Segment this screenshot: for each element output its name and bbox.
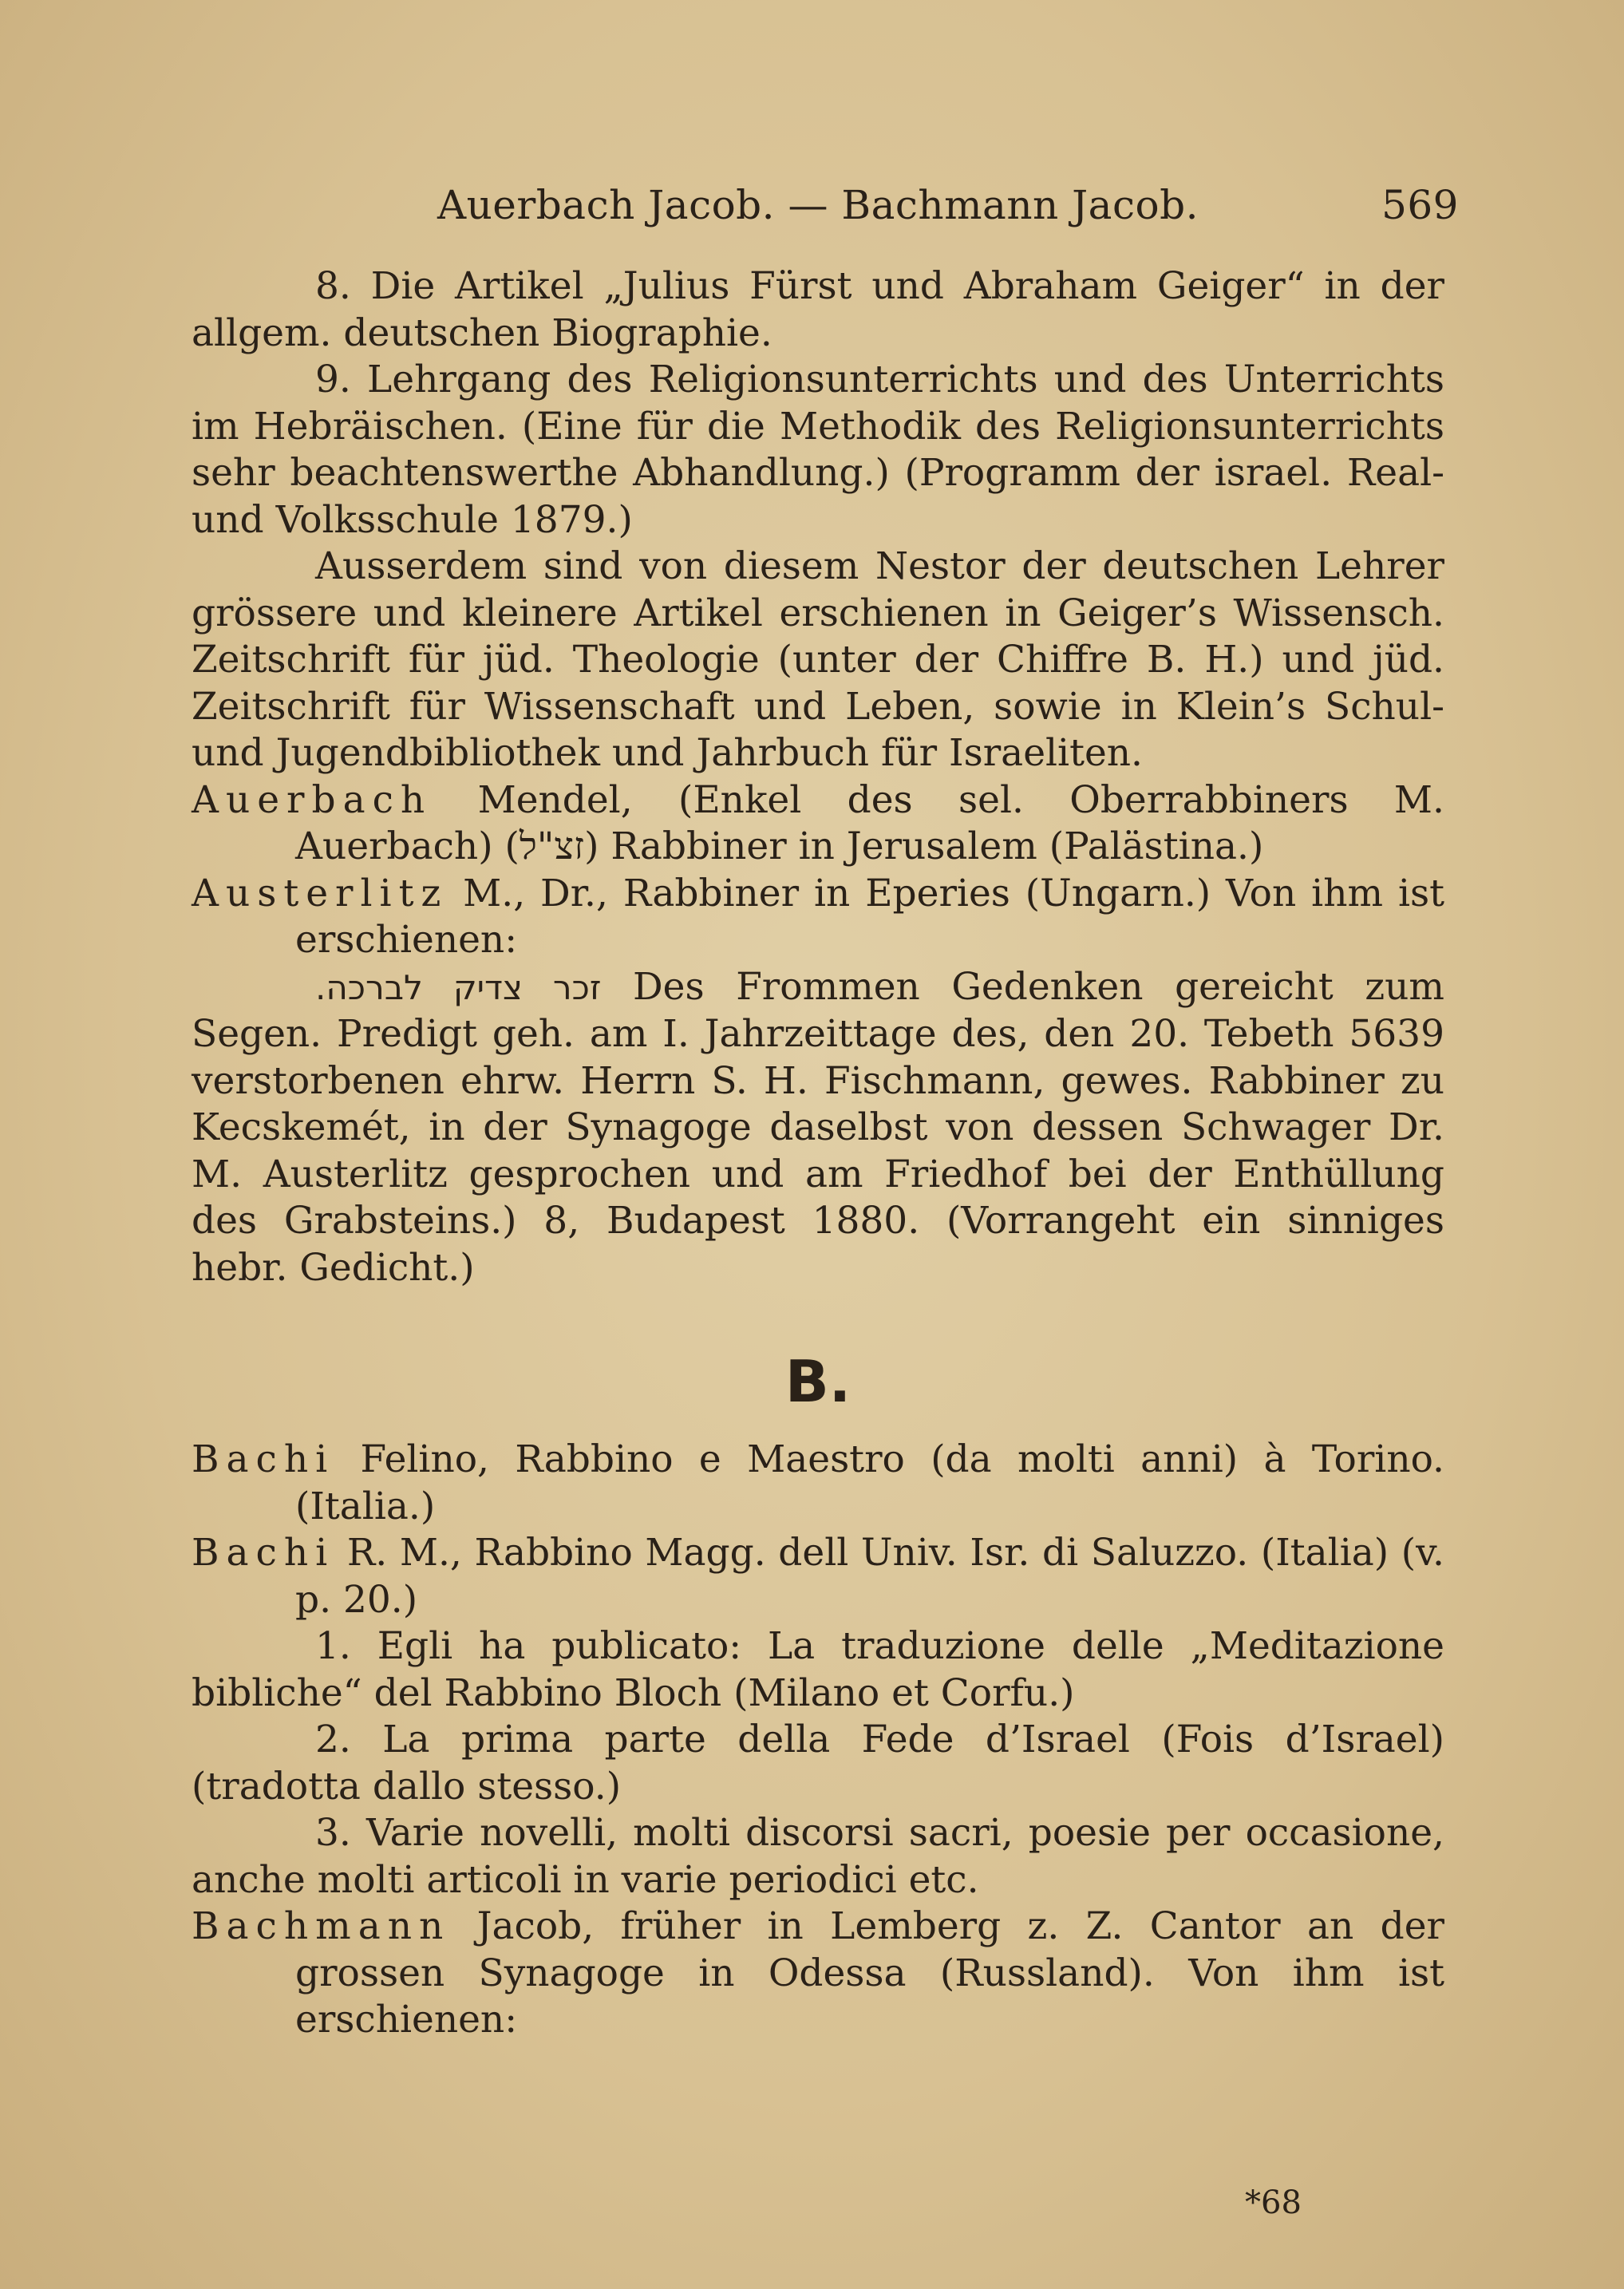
entry-text: Mendel, (Enkel des sel. Oberrabbiners M. Auerbach) (זצ"ל) Rabbiner in Jerusalem (Palästina.)	[295, 777, 1444, 868]
entry-name: Bachi	[192, 1437, 335, 1481]
section-heading-b: B.	[784, 1348, 852, 1415]
running-header	[437, 177, 1459, 233]
running-title: Auerbach Jacob. — Bachmann Jacob.	[437, 182, 1199, 228]
ausserdem-paragraph: Ausserdem sind von diesem Nestor der deutschen Lehrer grössere und kleinere Artikel erschienen in Geiger’s Wissensch. Zeitschrift für jüd. Theologie (unter der Chiffre B. H.) und jüd. Zeitschrift für Wissenschaft und Leben, sowie in Klein’s Schul- und Jugendbibliothek und Jahrbuch für Israeliten.	[192, 544, 1444, 775]
signature-mark: *68	[1245, 2184, 1302, 2221]
bachi-item-2: 2. La prima parte della Fede d’Israel (Fois d’Israel) (tradotta dallo stesso.)	[192, 1718, 1444, 1809]
item-9: 9. Lehrgang des Religionsunterrichts und des Unterrichts im Hebräischen. (Eine für die Methodik des Religionsunterrichts sehr beachtenswerthe Abhandlung.) (Programm der israel. Real- und Volksschule 1879.)	[192, 358, 1444, 542]
entry-text: R. M., Rabbino Magg. dell Univ. Isr. di Saluzzo. (Italia) (v. p. 20.)	[295, 1531, 1444, 1622]
entry-austerlitz	[192, 871, 1444, 964]
entry-auerbach-mendel	[192, 777, 1444, 871]
item-8: 8. Die Artikel „Julius Fürst und Abraham Geiger“ in der allgem. deutschen Biographie.	[192, 264, 1444, 355]
austerlitz-work	[192, 964, 1444, 1292]
work-description: Des Frommen Gedenken gereicht zum Segen. Predigt geh. am I. Jahrzeittage des, den 20. Tebeth 5639 verstorbenen ehrw. Herrn S. H. Fischmann, gewes. Rabbiner zu Kecskemét, in der Synagoge daselbst von dessen Schwager Dr. M. Austerlitz gesprochen und am Friedhof bei der Enthüllung des Grabsteins.) 8, Budapest 1880. (Vorrangeht ein sinniges hebr. Gedicht.)	[192, 964, 1444, 1290]
entry-text: Jacob, früher in Lemberg z. Z. Cantor an der grossen Synagoge in Odessa (Russland). Von ihm ist erschienen:	[295, 1904, 1444, 2042]
bachi-item-1: 1. Egli ha publicato: La traduzione delle „Meditazione bibliche“ del Rabbino Bloch (Milano et Corfu.)	[192, 1624, 1444, 1715]
entry-name: Bachi	[192, 1531, 335, 1575]
entry-text: Felino, Rabbino e Maestro (da molti anni) à Torino. (Italia.)	[295, 1437, 1444, 1528]
entry-name: Auerbach	[192, 777, 433, 822]
entry-name: Bachmann	[192, 1904, 451, 1948]
page-number: 569	[1381, 182, 1459, 228]
entry-bachi-felino	[192, 1437, 1444, 1530]
hebrew-title: זכר צדיק לברכה.	[315, 967, 602, 1007]
entry-name: Austerlitz	[192, 871, 448, 915]
entry-text: M., Dr., Rabbiner in Eperies (Ungarn.) Von ihm ist erschienen:	[295, 871, 1444, 962]
page-body	[192, 263, 1444, 2044]
entry-bachmann-jacob	[192, 1904, 1444, 2044]
entry-bachi-rm	[192, 1530, 1444, 1623]
bachi-item-3: 3. Varie novelli, molti discorsi sacri, poesie per occasione, anche molti articoli in varie periodici etc.	[192, 1811, 1444, 1902]
